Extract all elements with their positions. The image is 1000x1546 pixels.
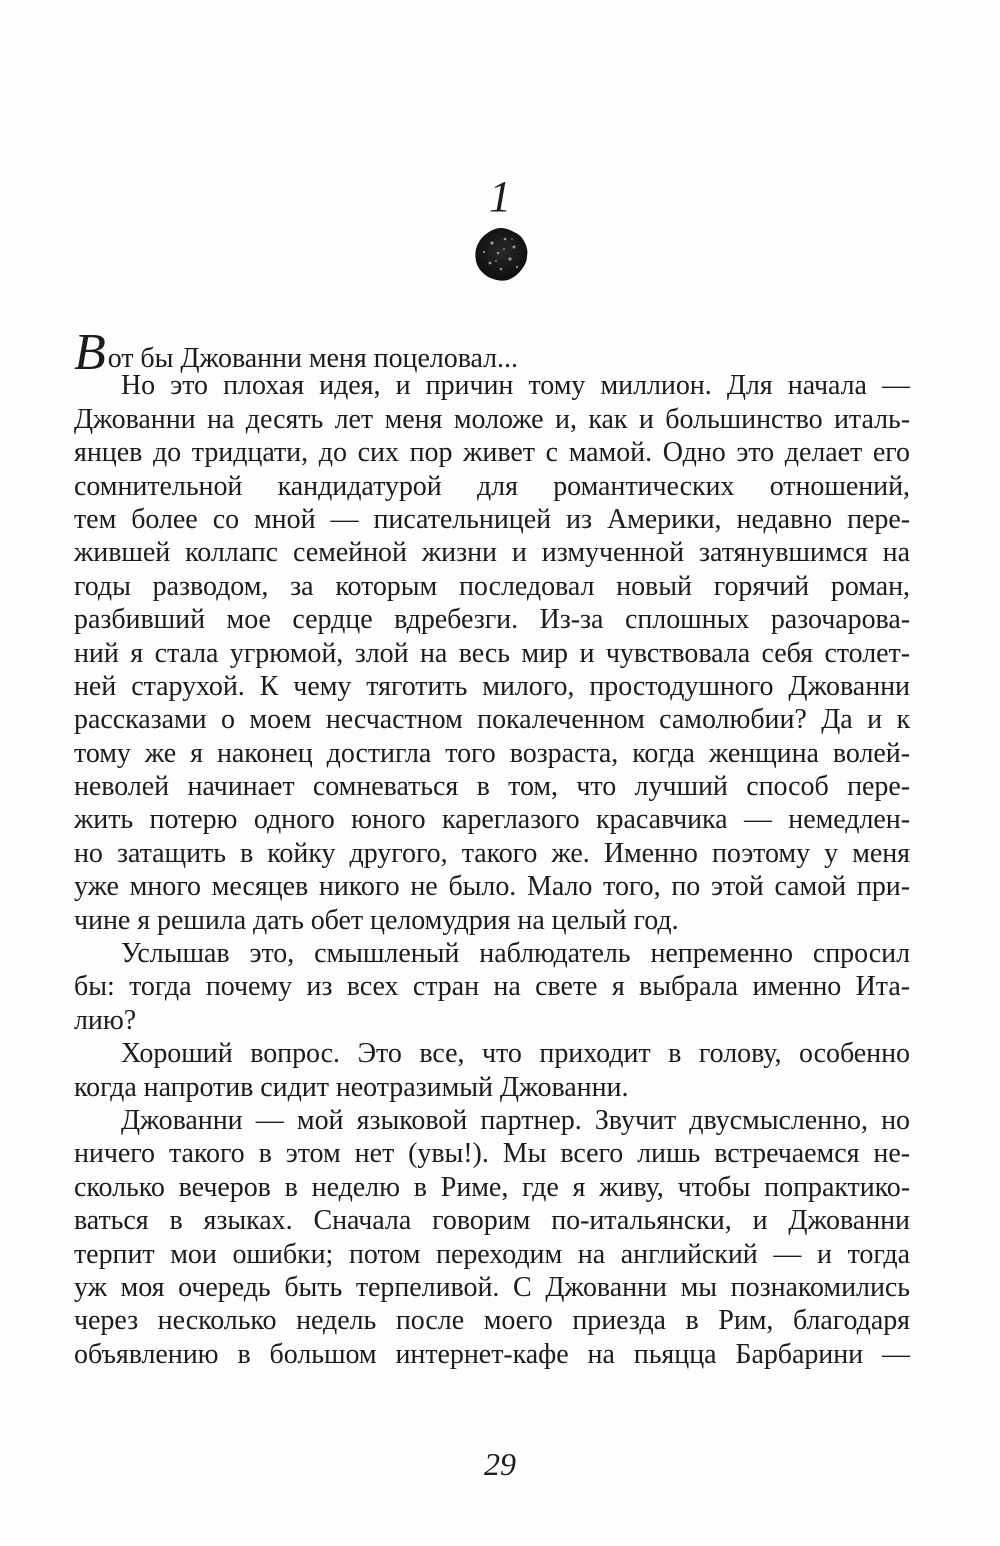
text-line: терпит мои ошибки; потом переходим на английский — и тогда — [74, 1238, 910, 1270]
text-line: разбивший мое сердце вдребезги. Из-за сплошных разочарова- — [74, 604, 910, 636]
text-line: но затащить в койку другого, такого же. Именно поэтому у меня — [74, 837, 910, 869]
text-line: сомнительной кандидатурой для романтических отношений, — [74, 470, 910, 502]
text-line: рассказами о моем несчастном покалеченном самолюбии? Да и к — [74, 704, 910, 736]
text-line: Джованни — мой языковой партнер. Звучит двусмысленно, но — [121, 1104, 910, 1136]
text-line: тем более со мной — писательницей из Америки, недавно пере- — [74, 503, 910, 535]
page-number: 29 — [484, 1446, 516, 1482]
text-line: когда напротив сидит неотразимый Джованни. — [74, 1071, 629, 1103]
text-line: ваться в языках. Сначала говорим по-итальянски, и Джованни — [74, 1205, 910, 1237]
text-line: неволей начинает сомневаться в том, что лучший способ пере- — [74, 771, 910, 803]
chapter-body-text — [74, 324, 910, 1371]
text-line: Хороший вопрос. Это все, что приходит в голову, особенно — [121, 1038, 910, 1070]
text-line: годы разводом, за которым последовал новый горячий роман, — [74, 570, 910, 602]
text-line: через несколько недель после моего приезда в Рим, благодаря — [74, 1305, 910, 1337]
text-line: тому же я наконец достигла того возраста, когда женщина волей- — [74, 737, 910, 769]
text-line: бы: тогда почему из всех стран на свете я выбрала именно Ита- — [74, 971, 910, 1003]
round-ink-ornament-icon — [472, 225, 530, 283]
text-line: ней старухой. К чему тяготить милого, простодушного Джованни — [74, 670, 910, 702]
drop-cap: В — [74, 324, 106, 381]
text-line: чине я решила дать обет целомудрия на целый год. — [74, 904, 679, 936]
text-line: уж моя очередь быть терпеливой. С Джованни мы познакомились — [74, 1271, 910, 1303]
text-line: Джованни на десять лет меня моложе и, как и большинство италь- — [74, 403, 910, 435]
text-line: ничего такого в этом нет (увы!). Мы всего лишь встречаемся не- — [74, 1138, 910, 1170]
chapter-number: 1 — [489, 172, 511, 221]
text-line: от бы Джованни меня поцеловал... — [107, 343, 518, 374]
text-line: Услышав это, смышленый наблюдатель непременно спросил — [121, 938, 910, 970]
text-line: Но это плохая идея, и причин тому миллион. Для начала — — [121, 370, 910, 402]
text-line: сколько вечеров в неделю в Риме, где я живу, чтобы попрактико- — [74, 1171, 910, 1203]
text-line: ний я стала угрюмой, злой на весь мир и чувствовала себя столет- — [74, 637, 910, 669]
text-line: янцев до тридцати, до сих пор живет с мамой. Одно это делает его — [74, 437, 910, 469]
text-line: жить потерю одного юного кареглазого красавчика — немедлен- — [74, 804, 910, 836]
text-line: объявлению в большом интернет-кафе на пьяцца Барбарини — — [74, 1338, 910, 1370]
text-line: лию? — [74, 1004, 137, 1036]
text-line-first — [74, 324, 910, 381]
text-line: уже много месяцев никого не было. Мало того, по этой самой при- — [74, 871, 910, 903]
text-line: жившей коллапс семейной жизни и измученной затянувшимся на — [74, 537, 910, 569]
